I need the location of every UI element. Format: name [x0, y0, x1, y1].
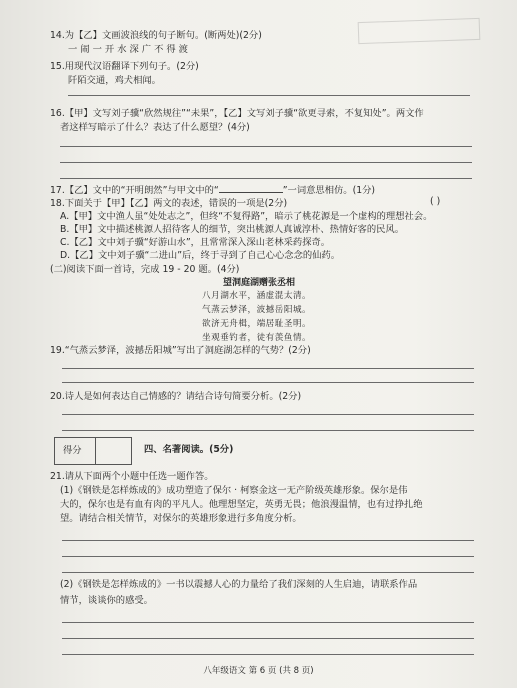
q21-p1-line1: (1)《钢铁是怎样炼成的》成功塑造了保尔 · 柯察金这一无产阶级英雄形象。保尔是伟	[60, 485, 408, 496]
q21-p2-answer-line-1[interactable]	[62, 622, 474, 623]
q14-title: 14.为【乙】文画波浪线的句子断句。(断两处)(2分)	[50, 30, 262, 41]
q21-p2-line1: (2)《钢铁是怎样炼成的》一书以震撼人心的力量给了我们深刻的人生启迪，请联系作品	[60, 579, 418, 590]
q18-title: 18.下面关于【甲】【乙】两文的表述，错误的一项是(2分)	[50, 198, 288, 209]
poem-line-4: 坐观垂钓者，徒有羡鱼情。	[202, 333, 312, 343]
q17-blank[interactable]	[219, 183, 283, 193]
q21-p1-line2: 大的，保尔也是有血有肉的平凡人。他理想坚定，英勇无畏；他浪漫温情，也有过挣扎绝	[60, 499, 423, 510]
q18-option-a: A.【甲】文中渔人虽“处处志之”，但终“不复得路”，暗示了桃花源是一个虚构的理想社会。	[60, 211, 433, 222]
q21-title: 21.请从下面两个小题中任选一题作答。	[50, 471, 214, 482]
q19-answer-line-2[interactable]	[62, 382, 474, 383]
section2-title: (二)阅读下面一首诗，完成 19 - 20 题。(4分)	[50, 264, 240, 275]
q18-answer-paren[interactable]: ( )	[430, 196, 441, 207]
section4-title: 四、名著阅读。(5分)	[144, 444, 234, 455]
q17-prefix: 17.【乙】文中的“开明朗然”与甲文中的“	[50, 185, 219, 196]
q21-p1-answer-line-1[interactable]	[62, 540, 474, 541]
q16-line2: 者这样写暗示了什么？表达了什么愿望？(4分)	[60, 122, 250, 133]
score-box[interactable]	[54, 437, 132, 465]
q17-suffix: ”一词意思相仿。(1分)	[282, 185, 376, 196]
q21-p1-answer-line-2[interactable]	[62, 556, 474, 557]
q21-p2-answer-line-2[interactable]	[62, 638, 474, 639]
q15-sentence: 阡陌交通，鸡犬相闻。	[68, 75, 161, 86]
q14-sentence: 一闹一开水深广不得渡	[68, 44, 191, 55]
faint-stamp-mark	[358, 18, 481, 44]
q19-answer-line-1[interactable]	[62, 368, 474, 369]
score-box-divider	[95, 438, 96, 464]
q20-answer-line-1[interactable]	[62, 414, 474, 415]
q19-title: 19.“气蒸云梦泽，波撼岳阳城”写出了洞庭湖怎样的气势？(2分)	[50, 345, 311, 356]
q16-answer-line-1[interactable]	[60, 146, 472, 147]
page-footer: 八年级语文 第 6 页 (共 8 页)	[203, 666, 314, 676]
score-label: 得分	[63, 445, 82, 456]
q16-answer-line-2[interactable]	[60, 162, 472, 163]
q21-p1-answer-line-3[interactable]	[62, 572, 474, 573]
q20-title: 20.诗人是如何表达自己情感的？请结合诗句简要分析。(2分)	[50, 391, 302, 402]
q15-title: 15.用现代汉语翻译下列句子。(2分)	[50, 61, 199, 72]
poem-line-2: 气蒸云梦泽，波撼岳阳城。	[202, 305, 312, 315]
q17-question	[50, 183, 375, 197]
poem-title: 望洞庭湖赠张丞相	[223, 278, 296, 288]
q16-line1: 16.【甲】文写刘子骥“欣然规往”“未果”，【乙】文写刘子骥“欲更寻索，不复知处”。两文作	[50, 108, 424, 119]
poem-line-1: 八月湖水平，涵虚混太清。	[202, 291, 312, 301]
q15-answer-line[interactable]	[68, 95, 470, 96]
q18-option-b: B.【甲】文中描述桃源人招待客人的细节，突出桃源人真诚淳朴、热情好客的民风。	[60, 224, 405, 235]
q21-p2-line2: 情节，谈谈你的感受。	[60, 595, 153, 606]
q16-answer-line-3[interactable]	[60, 178, 472, 179]
q20-answer-line-2[interactable]	[62, 430, 474, 431]
poem-line-3: 欲济无舟楫，端居耻圣明。	[202, 319, 312, 329]
q21-p2-answer-line-3[interactable]	[62, 654, 474, 655]
q18-option-d: D.【乙】文中刘子骥“二进山”后，终于寻到了自己心心念念的仙药。	[60, 250, 341, 261]
q18-option-c: C.【乙】文中刘子骥“好游山水”，且常常深入深山老林采药探奇。	[60, 237, 331, 248]
q21-p1-line3: 望。请结合相关情节，对保尔的英雄形象进行多角度分析。	[60, 513, 302, 524]
